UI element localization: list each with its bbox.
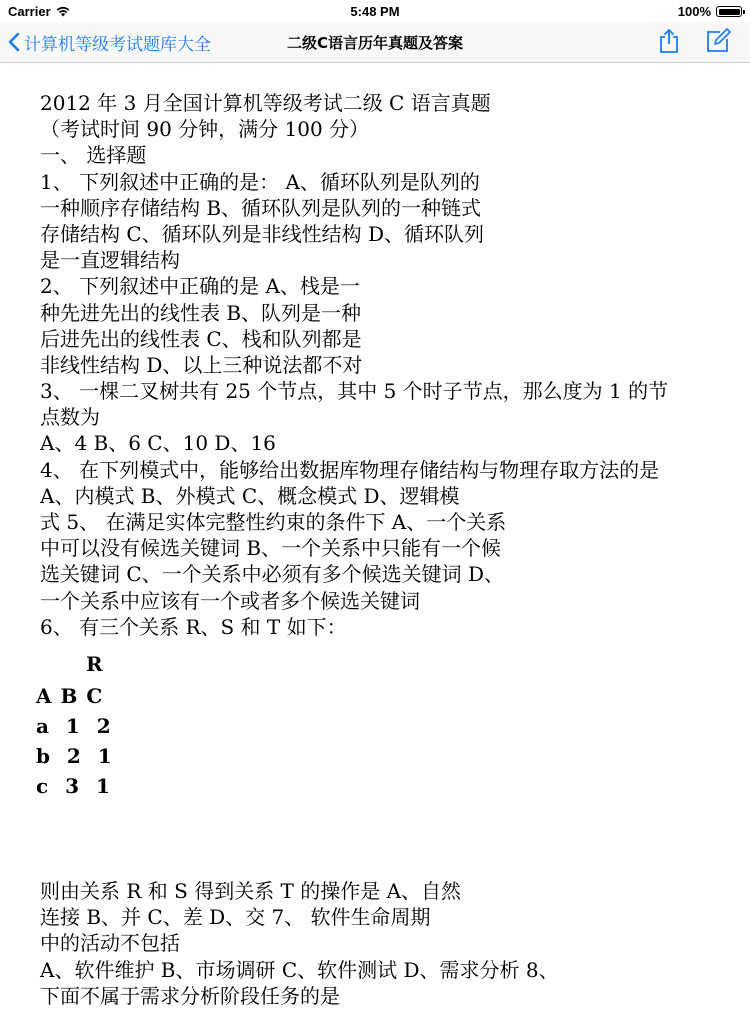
page-title: 二级C语言历年真题及答案 (286, 34, 463, 52)
compose-icon (704, 27, 732, 55)
doc-line: 下面不属于需求分析阶段任务的是 (40, 983, 340, 1008)
doc-line: 6、 有三个关系 R、S 和 T 如下： (40, 614, 347, 639)
doc-line: 一种顺序存储结构 B、循环队列是队列的一种链式 (40, 195, 482, 220)
doc-line: 是一直逻辑结构 (40, 248, 180, 273)
doc-line: 3、 一棵二叉树共有 25 个节点，其中 5 个时子节点，那么度为 1 的节 (40, 379, 669, 404)
doc-line: 种先进先出的线性表 B、队列是一种 (40, 300, 362, 325)
doc-line: 存储结构 C、循环队列是非线性结构 D、循环队列 (40, 221, 485, 246)
doc-line: 则由关系 R 和 S 得到关系 T 的操作是 A、自然 (40, 879, 462, 903)
doc-line: 选关键词 C、一个关系中必须有多个候选关键词 D、 (40, 562, 505, 587)
share-button[interactable] (655, 27, 683, 55)
navigation-bar (0, 22, 750, 63)
doc-line: A、4 B、6 C、10 D、16 (40, 431, 276, 456)
table-row: a 1 2 (36, 714, 112, 738)
doc-line: 一个关系中应该有一个或者多个候选关键词 (40, 588, 420, 613)
doc-line: A、内模式 B、外模式 C、概念模式 D、逻辑模 (40, 483, 460, 508)
doc-line: 4、 在下列模式中，能够给出数据库物理存储结构与物理存取方法的是 (40, 457, 660, 482)
table-header-row: A B C (36, 684, 104, 708)
back-button-label: 计算机等级考试题库大全 (24, 34, 211, 55)
doc-line: 式 5、 在满足实体完整性约束的条件下 A、一个关系 (40, 510, 507, 534)
compose-button[interactable] (704, 27, 732, 55)
table-row: b 2 1 (36, 744, 113, 768)
battery-icon (716, 6, 742, 17)
battery-percent: 100% (677, 4, 711, 19)
doc-line: 非线性结构 D、以上三种说法都不对 (40, 352, 363, 377)
doc-line: 2、 下列叙述中正确的是 A、栈是一 (40, 274, 360, 299)
carrier-label: Carrier (8, 4, 51, 19)
doc-line: 点数为 (40, 405, 100, 430)
doc-line: 一、 选择题 (40, 143, 147, 168)
share-icon (655, 27, 683, 55)
table-title: R (86, 652, 103, 676)
doc-line: 连接 B、并 C、差 D、交 7、 软件生命周期 (40, 905, 431, 930)
document-body (40, 90, 740, 640)
doc-line: 1、 下列叙述中正确的是： A、循环队列是队列的 (40, 169, 480, 194)
status-battery-group (678, 4, 742, 19)
doc-line: 中可以没有候选关键词 B、一个关系中只能有一个候 (40, 536, 502, 561)
table-row: c 3 1 (36, 774, 111, 798)
doc-line: A、软件维护 B、市场调研 C、软件测试 D、需求分析 8、 (40, 957, 559, 982)
doc-line: 后进先出的线性表 C、栈和队列都是 (40, 326, 362, 351)
doc-line: 中的活动不包括 (40, 931, 180, 956)
doc-line: （考试时间 90 分钟，满分 100 分） (40, 117, 370, 142)
status-bar (0, 0, 750, 22)
document-body-continued (40, 878, 750, 1009)
doc-title-line: 2012 年 3 月全国计算机等级考试二级 C 语言真题 (40, 91, 491, 115)
status-time: 5:48 PM (350, 4, 400, 19)
